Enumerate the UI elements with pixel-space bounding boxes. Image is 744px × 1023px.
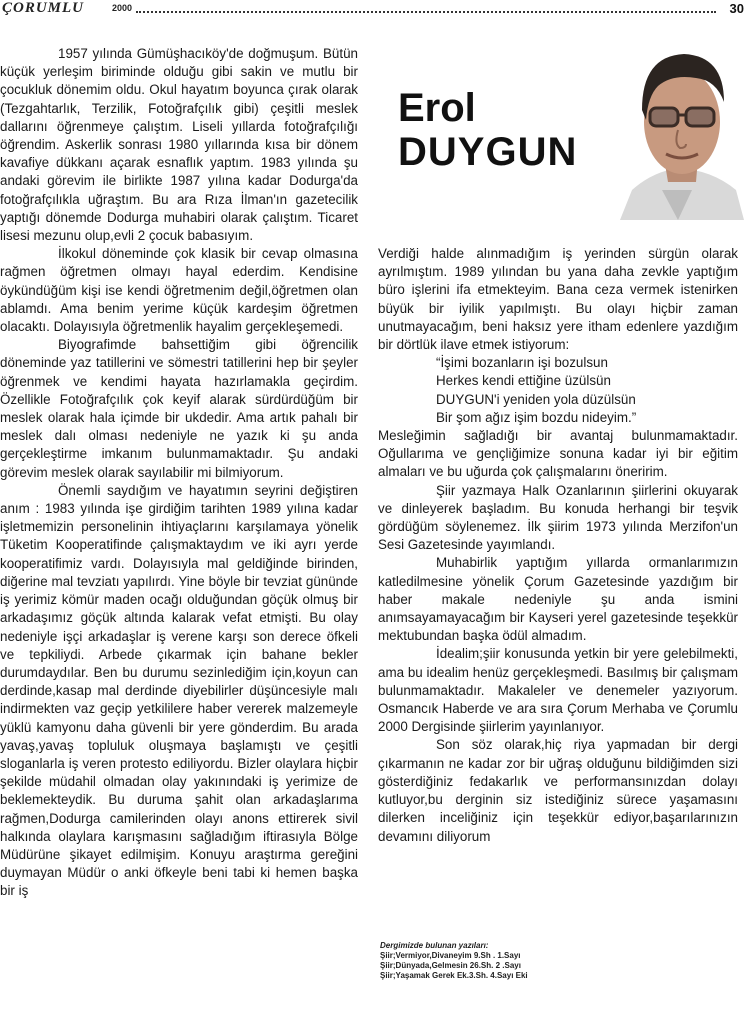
poem-line: Herkes kendi ettiğine üzülsün xyxy=(436,373,611,389)
page-number: 30 xyxy=(729,1,744,16)
footnote-line: Şiir;Yaşamak Gerek Ek.3.Sh. 4.Sayı Eki xyxy=(380,971,528,980)
paragraph: Muhabirlik yaptığım yıllarda ormanlarımızın katledilmesine yönelik Çorum Gazetesinde yazdığım bir haber makale nedeniyle şu anda ismini anımsayamayacağım bir Kayseri yerel gazetesinde teşekkür mektubundan başka ödül almadım. xyxy=(378,555,738,644)
poem-line: “İşimi bozanların işi bozulsun xyxy=(436,355,608,371)
footnote-line: Şiir;Vermiyor,Divaneyim 9.Sh . 1.Sayı xyxy=(380,951,521,960)
header-dotted-rule xyxy=(136,11,716,13)
footnote-line: Şiir;Dünyada,Gelmesin 26.Sh. 2 .Sayı xyxy=(380,961,521,970)
magazine-year: 2000 xyxy=(112,3,133,13)
poem-line: Bir şom ağız işim bozdu nideyim.” xyxy=(436,409,637,425)
footnote-title: Dergimizde bulunan yazıları: xyxy=(380,941,489,950)
published-works-note xyxy=(380,941,740,981)
author-portrait xyxy=(612,40,744,220)
poem-quatrain xyxy=(378,354,738,427)
paragraph: Önemli saydığım ve hayatımın seyrini değiştiren anım : 1983 yılında işe girdiğim tarihten 1989 yılına kadar işletmemizin personelinin ihtiyaçlarını karşılamaya yönelik Tüketim Kooperatifinde çalışmaktaydım ve iki ayrı yerde kooperatifimiz vardı. Dolayısıyla mal geldiğinde birinden, diğerine mal tevziatı yapılırdı. Yine böyle bir tevziat gününde iş yerimiz kömür maden ocağı olduğundan göçük olmuş bir arkadaşımız göçük altında kalarak vefat etmişti. Bu olay nedeniyle işçi arkadaşlar iş verene karşı son derece öfkeli ve tepkiliydi. Arbede çıkarmak için bahane bekler durumdaydılar. Ben bu durumu sezinlediğim için,koyun can derdinde,kasap mal derdinde diyebilirler düşüncesiyle malı indirmekten vaz geçip yetkililere haber vererek malzemeyle yüklü kamyonu daha güvenli bir yere gönderdim. Bu arada yavaş,yavaş topluluk oluşmaya başlamıştı ve çeşitli sloganlarla iş veren protesto ediliyordu. Bizler olaylara hiçbir şekilde müdahil olmadan olay yakınındaki iş yerimize de beklemekteydik. Bu duruma şahit olan arkadaşlarıma rağmen,Dodurga camilerinden olayı anons ettirerek sivil halkında olaylara karışmasını sağladığım iftirasıyla Bölge Müdürüne şikayet edilmişim. Konuyu araştırma gereğini duymayan Müdür o anki öfkeyle beni tabi ki hemen başka bir iş xyxy=(0,482,358,899)
paragraph: Şiir yazmaya Halk Ozanlarının şiirlerini okuyarak ve dinleyerek başladım. Bu konuda herhangi bir teşvik gördüğüm söylenemez. İlk şiirim 1973 yılında Merzifon'un Sesi Gazetesinde yayımlandı. xyxy=(378,482,738,553)
paragraph: Biyografimde bahsettiğim gibi öğrencilik döneminde yaz tatillerini ve sömestri tatillerini hep bir şeyler öğrenmek ve kendimi hayata hazırlamakla geçirdim. Özellikle Fotoğrafçılık çok keyif alarak sürdürdüğüm bir meslek olarak hala içimde bir ukdedir. Ama artık pahalı bir meslek dalı olması nedeniyle ne yazık ki şu anda gerçekleştirme imkanım bulunmamaktadır. Şu andaki görevim meslek olarak sayılabilir mi bilmiyorum. xyxy=(0,337,358,480)
author-last-name: DUYGUN xyxy=(398,130,578,174)
paragraph: İdealim;şiir konusunda yetkin bir yere gelebilmekti, ama bu idealim henüz gerçekleşmedi. Basılmış bir çalışmam bulunmamaktadır. Makaleler ve denemeler yazıyorum. Osmancık Haberde ve ara sıra Çorum Merhaba ve Çorumlu 2000 Dergisinde şiirlerim yayınlanıyor. xyxy=(378,646,738,735)
author-first-name: Erol xyxy=(398,86,476,130)
page-header xyxy=(0,0,744,20)
paragraph: Son söz olarak,hiç riya yapmadan bir dergi çıkarmanın ne kadar zor bir uğraş olduğunu bildiğimden sizi gösterdiğiniz fedakarlık ve performansınızdan dolayı kutluyor,bu derginin siz istediğiniz sürece yaşamasını dilerken inceliğiniz için teşekkür ediyor,başarılarınızın devamını diliyorum xyxy=(378,737,738,844)
paragraph: Mesleğimin sağladığı bir avantaj bulunmamaktadır. Oğullarıma ve gençliğimize sonuna kadar iyi bir eğitim almaları ve bu uğurda çok çalışmalarını öneririm. xyxy=(378,428,738,480)
poem-line: DUYGUN'i yeniden yola düzülsün xyxy=(436,391,636,407)
paragraph: Verdiği halde alınmadığım iş yerinden sürgün olarak ayrılmıştım. 1989 yılından bu yana daha zevkle yaptığım büro işlerini ifa etmekteyim. Bana ceza vermek istenirken büyük bir iyilik yapılmıştı. Bu olayı hiçbir zaman unutmayacağım, beni haksız yere itham edenlere yazdığım bir dörtlük ilave etmek istiyorum: xyxy=(378,246,738,353)
magazine-title: ÇORUMLU xyxy=(2,0,85,16)
author-name xyxy=(398,86,577,174)
left-column xyxy=(0,45,358,901)
right-column xyxy=(378,245,738,846)
paragraph: 1957 yılında Gümüşhacıköy'de doğmuşum. Bütün küçük yerleşim biriminde olduğu gibi sakin ve mutlu bir çocukluk dönemim oldu. Okul hayatım boyunca çırak olarak (Tezgahtarlık, Terzilik, Fotoğrafçılık gibi) çeşitli meslek dallarını öğrenmeye çalıştım. Liseli yıllarda fotoğrafçılığı öğrendim. Askerlik sonrası 1980 yıllarında kısa bir dönem kavafiye dükkanı açarak esnaflık yaptım. 1983 yılında şu andaki görevim ile birlikte 1987 yılına kadar Dodurga'da fotoğrafçılıkla uğraştım. Bu ara Rıza İlman'ın gazetecilik yaptığı dönemde Dodurga muhabiri olarak çalıştım. Ticaret lisesi mezunu olup,evli 2 çocuk babasıyım. xyxy=(0,46,358,244)
paragraph: İlkokul döneminde çok klasik bir cevap olmasına rağmen öğretmen olmayı hayal ederdim. Kendisine öykündüğüm kişi ise kendi öğretmenim değil,öğretmen olan ablamdı. Ama benim yerime küçük kardeşim öğretmen olacaktı. Dolayısıyla öğretmenlik hayalim gerçekleşemedi. xyxy=(0,246,358,335)
